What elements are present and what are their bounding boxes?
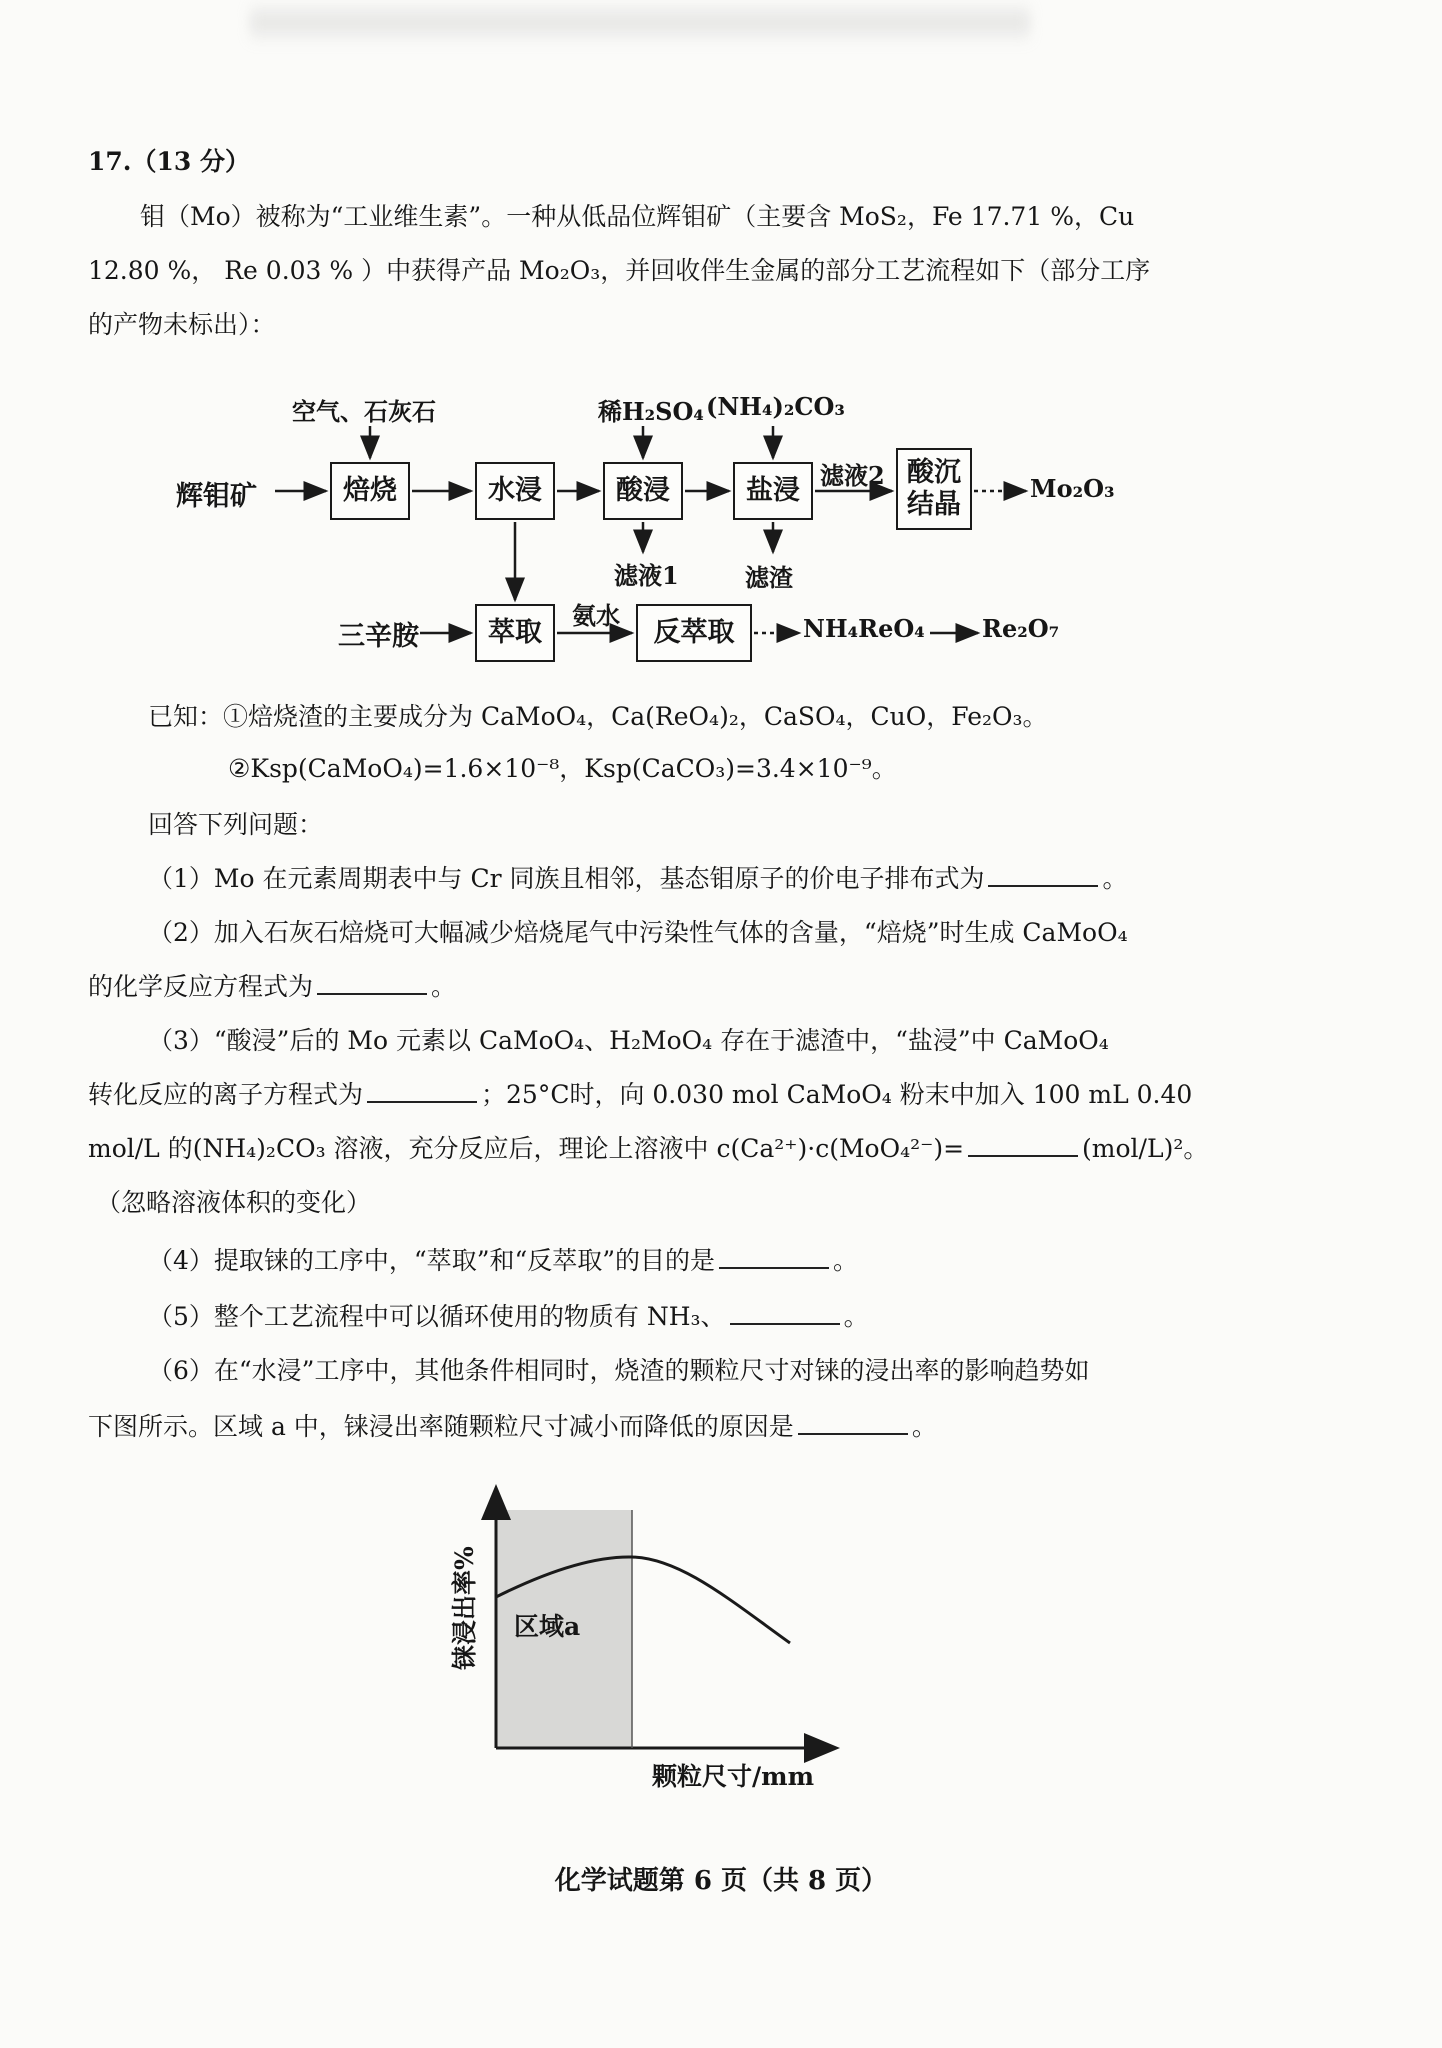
q2-text: 的化学反应方程式为 — [88, 972, 314, 1001]
x-axis-label: 颗粒尺寸/mm — [652, 1762, 815, 1791]
q4-end: 。 — [833, 1246, 859, 1275]
label-filtrate-1: 滤液1 — [614, 561, 679, 590]
question-3-line-4: （忽略溶液体积的变化） — [96, 1188, 372, 1217]
answer-prompt: 回答下列问题： — [148, 810, 324, 839]
box-precip-line2: 结晶 — [907, 489, 961, 520]
q3-text-b: ；25°C时，向 0.030 mol CaMoO₄ 粉末中加入 100 mL 0.40 — [481, 1080, 1193, 1109]
box-extraction: 萃取 — [475, 604, 555, 662]
q2-end: 。 — [431, 972, 457, 1001]
intro-line-2: 12.80 %， Re 0.03 % ）中获得产品 Mo₂O₃，并回收伴生金属的部分工艺流程如下（部分工序 — [88, 256, 1151, 285]
label-re2o7: Re₂O₇ — [982, 614, 1060, 643]
known-line-1: 已知：①焙烧渣的主要成分为 CaMoO₄，Ca(ReO₄)₂，CaSO₄，CuO，Fe₂O₃。 — [148, 702, 1048, 731]
q3-text-a: 转化反应的离子方程式为 — [88, 1080, 364, 1109]
page-footer: 化学试题第 6 页（共 8 页） — [554, 1866, 888, 1896]
q5-text: （5）整个工艺流程中可以循环使用的物质有 NH₃、 — [148, 1302, 726, 1331]
label-mo2o3: Mo₂O₃ — [1030, 474, 1115, 503]
region-a-label: 区域a — [514, 1612, 581, 1641]
intro-line-3: 的产物未标出）： — [88, 310, 276, 339]
label-dilute-h2so4: 稀H₂SO₄ — [598, 397, 704, 426]
box-back-extraction: 反萃取 — [636, 604, 752, 662]
q5-end: 。 — [843, 1302, 869, 1331]
label-filtrate-2: 滤液2 — [820, 461, 885, 490]
q1-text: （1）Mo 在元素周期表中与 Cr 同族且相邻，基态钼原子的价电子排布式为 — [148, 864, 985, 893]
box-acid-leach: 酸浸 — [603, 462, 683, 520]
label-nh4reo4: NH₄ReO₄ — [803, 614, 925, 643]
q6-text: 下图所示。区域 a 中，铼浸出率随颗粒尺寸减小而降低的原因是 — [88, 1412, 794, 1441]
box-roasting: 焙烧 — [330, 462, 410, 520]
intro-line-1: 钼（Mo）被称为“工业维生素”。一种从低品位辉钼矿（主要含 MoS₂，Fe 17.71 %，Cu — [140, 202, 1135, 231]
box-precip-line1: 酸沉 — [907, 457, 961, 488]
q3-text-c: mol/L 的(NH₄)₂CO₃ 溶液，充分反应后，理论上溶液中 c(Ca²⁺)·c(MoO₄²⁻)= — [88, 1134, 965, 1163]
y-axis-label: 铼浸出率% — [450, 1546, 479, 1670]
question-3-line-1: （3）“酸浸”后的 Mo 元素以 CaMoO₄、H₂MoO₄ 存在于滤渣中，“盐浸”中 CaMoO₄ — [148, 1026, 1109, 1055]
question-6-line-1: （6）在“水浸”工序中，其他条件相同时，烧渣的颗粒尺寸对铼的浸出率的影响趋势如 — [148, 1356, 1090, 1385]
q6-end: 。 — [911, 1412, 937, 1441]
label-air-limestone: 空气、石灰石 — [292, 397, 436, 426]
question-2-line-1: （2）加入石灰石焙烧可大幅减少焙烧尾气中污染性气体的含量，“焙烧”时生成 CaMoO₄ — [148, 918, 1128, 947]
q1-end: 。 — [1102, 864, 1128, 893]
box-water-leach: 水浸 — [475, 462, 555, 520]
label-ammonia-water: 氨水 — [572, 601, 620, 630]
label-molybdenite: 辉钼矿 — [176, 481, 257, 512]
label-trioctylamine: 三辛胺 — [338, 621, 419, 652]
q4-text: （4）提取铼的工序中，“萃取”和“反萃取”的目的是 — [148, 1246, 716, 1275]
label-residue: 滤渣 — [745, 563, 793, 592]
label-ammonium-carbonate: (NH₄)₂CO₃ — [706, 392, 845, 421]
q3-text-d: (mol/L)²。 — [1082, 1134, 1209, 1163]
box-salt-leach: 盐浸 — [733, 462, 813, 520]
question-header: 17.（13 分） — [88, 147, 250, 176]
known-line-2: ②Ksp(CaMoO₄)=1.6×10⁻⁸，Ksp(CaCO₃)=3.4×10⁻⁹。 — [228, 754, 897, 783]
